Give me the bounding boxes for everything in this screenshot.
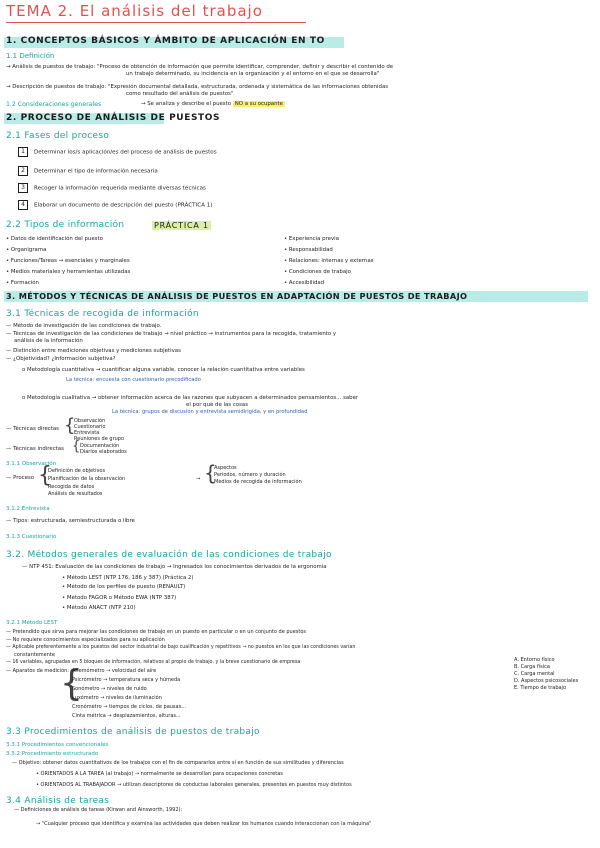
instrument-item: Cinta métrica → desplazamientos, alturas... — [72, 713, 181, 719]
method-item: • Método FAGOR o Método EWA (NTP 387) — [62, 595, 177, 601]
techniques-line: — Método de investigación de las condiciones de trabajo. — [6, 323, 162, 329]
lest-line: — No requiere conocimientos especializados para su aplicación — [6, 637, 165, 643]
process-step: Análisis de resultados — [48, 491, 103, 497]
step-item — [18, 200, 212, 210]
definitions-line: — Definiciones de análisis de tareas (Kirwan and Ainsworth, 1992): — [14, 807, 183, 813]
instrument-item: Cronómetro → tiempos de ciclos, de pausas... — [72, 704, 186, 710]
method-item: • Método LEST (NTP 176, 186 y 387) (Práctica 2) — [62, 575, 194, 581]
techniques-line: — Técnicas de investigación de las condiciones de trabajo → nivel práctico → instrumentos para la recogida, tratamiento y — [6, 331, 337, 337]
subsection-2-1: 2.1 Fases del proceso — [6, 131, 110, 141]
objective-line: — Objetivo: obtener datos cuantitativos de los trabajos con el fin de compararlos entre sí en función de sus similitudes y diferencias — [12, 760, 344, 766]
step-item — [18, 147, 217, 157]
not-occupant-highlight: NO a su ocupante — [234, 101, 283, 107]
process-step: Definición de objetivos — [48, 468, 106, 474]
subsection-3-1-3: 3.1.3 Cuestionario — [6, 534, 57, 540]
quantitative-line: o Metodología cuantitativa → cuantificar alguna variable, conocer la relación cuantitativa entre variables — [22, 367, 305, 373]
task-oriented-line: • ORIENTADOS A LA TAREA (al trabajo) → normalmente se desarrollan para ocupaciones concretas — [36, 771, 283, 777]
subsection-3-3-1: 3.3.1 Procedimientos convencionales — [6, 742, 109, 748]
step-text: Elaborar un documento de descripción del puesto (PRÁCTICA 1) — [34, 202, 213, 209]
info-item: • Accesibilidad — [284, 280, 325, 286]
info-item: • Formación — [6, 280, 39, 286]
info-item: • Datos de identificación del puesto — [6, 236, 103, 242]
brace-icon: { — [60, 663, 83, 704]
brace-icon: { — [72, 439, 81, 454]
brace-icon: { — [38, 463, 52, 488]
planning-item: Periodos, número y duración — [214, 472, 286, 478]
step-item — [18, 166, 158, 176]
title-underline — [6, 22, 306, 23]
direct-technique: Observación — [74, 418, 106, 424]
subsection-3-3: 3.3 Procedimientos de análisis de puestos de trabajo — [6, 727, 260, 737]
process-step: Recogida de datos — [48, 484, 95, 490]
lest-block: A. Entorno físico — [514, 657, 555, 663]
info-item: • Funciones/Tareas → esenciales y marginales — [6, 258, 130, 264]
brace-icon: { — [204, 461, 217, 485]
subsection-2-2: 2.2 Tipos de información — [6, 220, 125, 230]
qualitative-line: o Metodología cualitativa → obtener información acerca de las razones que subyacen a determinados pensamientos... saber — [22, 395, 359, 401]
definition-quote: → "Cualquier proceso que identifica y examina las actividades que deben realizar los humanos cuando interaccionan con la máquina" — [36, 821, 372, 827]
subsection-3-2-1: 3.2.1 Método LEST — [6, 620, 58, 626]
section-2-heading: 2. PROCESO DE ANÁLISIS DE PUESTOS — [6, 113, 221, 123]
step-text: Determinar los/s aplicación/es del proceso de análisis de puestos — [34, 149, 217, 156]
direct-technique: Entrevista — [74, 430, 100, 436]
subsection-3-3-2: 3.3.2 Procedimiento estructurado — [6, 751, 99, 757]
lest-block: D. Aspectos psicosociales — [514, 678, 579, 684]
lest-block: C. Carga mental — [514, 671, 555, 677]
step-item — [18, 183, 206, 193]
subsection-3-1-2: 3.1.2 Entrevista — [6, 506, 50, 512]
info-item: • Responsabilidad — [284, 247, 333, 253]
considerations-text: → Se analiza y describe el puesto — [141, 101, 232, 107]
lest-block: E. Tiempo de trabajo — [514, 685, 567, 691]
planning-item: Aspectos — [214, 465, 237, 471]
subsection-1-1: 1.1 Definición — [6, 52, 55, 60]
definition-line-cont: un trabajo determinado, su incidencia en la organización y el entorno en el que se desarrolla" — [126, 71, 380, 77]
section-3-heading: 3. MÉTODOS Y TÉCNICAS DE ANÁLISIS DE PUESTOS EN ADAPTACIÓN DE PUESTOS DE TRABAJO — [6, 291, 468, 301]
info-item: • Relaciones: internas y externas — [284, 258, 374, 264]
step-number-box: 1 — [18, 147, 28, 157]
subsection-3-1: 3.1 Técnicas de recogida de información — [6, 309, 199, 319]
indirect-technique: Diarios elaborados — [80, 449, 127, 455]
instrument-item: Psicrómetro → temperatura seca y húmeda — [72, 677, 181, 683]
subsection-1-2: 1.2 Consideraciones generales — [6, 101, 102, 108]
techniques-line-cont: análisis de la información — [14, 338, 83, 344]
info-item: • Medios materiales y herramientas utilizadas — [6, 269, 131, 275]
indirect-technique: Documentación — [80, 443, 120, 449]
considerations-line — [141, 101, 285, 107]
step-number-box: 2 — [18, 166, 28, 176]
step-text: Recoger la información requerida mediante diversas técnicas — [34, 185, 206, 192]
worker-oriented-line: • ORIENTADOS AL TRABAJADOR → utilizan descriptores de conductas laborales generales, presentes en puestos muy distintos — [36, 782, 352, 788]
step-text: Determinar el tipo de información necesaria — [34, 168, 158, 175]
planning-item: Medios de recogida de información — [214, 479, 302, 485]
ntp-line: — NTP 451: Evaluación de las condiciones de trabajo → Ingresados los conocimientos derivados de la ergonomía — [22, 564, 327, 570]
subsection-3-1-1: 3.1.1 Observación — [6, 461, 57, 467]
qualitative-line-cont: el por qué de las cosas — [186, 402, 249, 408]
subsection-3-2: 3.2. Métodos generales de evaluación de las condiciones de trabajo — [6, 550, 332, 560]
step-number-box: 4 — [18, 200, 28, 210]
techniques-line: — Distinción entre mediciones objetivas y mediciones subjetivas — [6, 348, 181, 354]
qualitative-technique: La técnica: grupos de discusión y entrevista semidirigida, y en profundidad — [112, 409, 308, 415]
description-line-cont: como resultado del análisis de puestos" — [126, 91, 234, 97]
indirect-techniques-label: — Técnicas indirectas — [6, 446, 64, 452]
practica-1-label: PRÁCTICA 1 — [154, 221, 209, 230]
description-line: → Descripción de puestos de trabajo: "Expresión documental detallada, estructurada, ordenada y sistemática de las informaciones obtenidas — [6, 84, 389, 90]
section-1-heading: 1. CONCEPTOS BÁSICOS Y ÁMBITO DE APLICACIÓN EN TO — [6, 36, 325, 46]
lest-line-cont: constantemente — [14, 652, 55, 658]
method-item: • Método ANACT (NTP 210) — [62, 605, 136, 611]
direct-technique: Reuniones de grupo — [74, 436, 125, 442]
process-step: Planificación de la observación — [48, 476, 126, 482]
step-number-box: 3 — [18, 183, 28, 193]
lest-line: — Pretendido que sirva para mejorar las condiciones de trabajo en un puesto en particular o en un conjunto de puestos — [6, 629, 307, 635]
instrument-item: Anemómetro → velocidad del aire — [72, 668, 157, 674]
lest-line: — 16 variables, agrupadas en 5 bloques de información, relativos al propio de trabajo, y la breve cuestionario de empresa — [6, 660, 301, 665]
techniques-line: — ¿Objetividad? ¿Información subjetiva? — [6, 356, 116, 362]
interview-types: — Tipos: estructurada, semiestructurada o libre — [6, 518, 135, 524]
direct-technique: Cuestionario — [74, 424, 106, 430]
method-item: • Método de los perfiles de puesto (RENAULT) — [62, 584, 186, 590]
instruments-label: — Aparatos de medición: — [6, 668, 69, 674]
definition-line: → Análisis de puestos de trabajo: "Proceso de obtención de información que permite identificar, comprender, definir y describir el contenido de — [6, 64, 394, 70]
process-label: — Proceso — [6, 475, 35, 481]
subsection-3-4: 3.4 Análisis de tareas — [6, 796, 110, 806]
instrument-item: Luxómetro → niveles de iluminación — [72, 695, 162, 701]
page-title: TEMA 2. El análisis del trabajo — [6, 2, 263, 20]
lest-block: B. Carga física — [514, 664, 550, 670]
brace-icon: { — [64, 415, 76, 436]
direct-techniques-label: — Técnicas directas — [6, 426, 59, 432]
quantitative-technique: La técnica: encuesta con cuestionario precodificado — [66, 377, 201, 383]
arrow-icon: → — [196, 476, 201, 482]
info-item: • Organigrama — [6, 247, 47, 253]
lest-line: — Aplicable preferentemente a los puestos del sector industrial de bajo cualificación y repetitivos → no puestos en los que las condiciones varían — [6, 645, 356, 650]
info-item: • Experiencia previa — [284, 236, 339, 242]
info-item: • Condiciones de trabajo — [284, 269, 351, 275]
instrument-item: Sonómetro → niveles de ruido — [72, 686, 147, 692]
